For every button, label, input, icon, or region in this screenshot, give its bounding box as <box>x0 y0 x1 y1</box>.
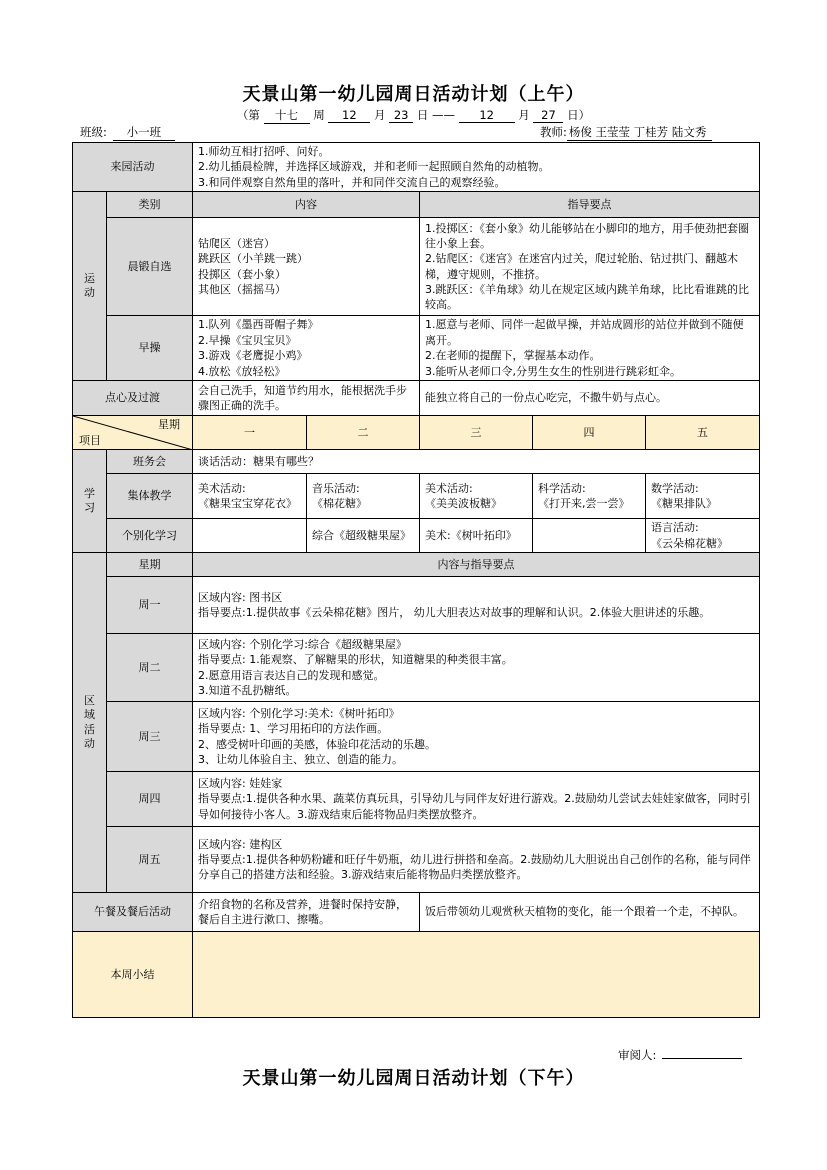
page-title-am: 天景山第一幼儿园周日活动计划（上午） <box>242 84 585 105</box>
area-row <box>73 634 760 702</box>
morning-exercise-content: 1.队列《墨西哥帽子舞》 2.早操《宝贝宝贝》 3.游戏《老鹰捉小鸡》 4.放松《放轻松》 <box>193 316 420 381</box>
group-teaching-cell: 音乐活动: 《棉花糖》 <box>307 474 420 519</box>
morning-free-row <box>73 218 760 316</box>
snack-left: 会自己洗手，知道节约用水，能根据洗手步骤图正确的洗手。 <box>193 381 420 416</box>
individual-learning-cell <box>533 519 646 553</box>
morning-exercise-row <box>73 316 760 381</box>
group-teaching-row <box>73 474 760 519</box>
snack-right: 能独立将自己的一份点心吃完，不撒牛奶与点心。 <box>420 381 760 416</box>
area-row <box>73 577 760 634</box>
day-header: 二 <box>307 416 420 450</box>
guide-header: 指导要点 <box>420 192 760 218</box>
activity-plan-table <box>72 142 760 1018</box>
content-header: 内容 <box>193 192 420 218</box>
start-month: 12 <box>328 108 370 123</box>
arrival-line: 1.师幼互相打招呼、问好。 <box>198 145 330 158</box>
day-header: 三 <box>420 416 533 450</box>
lunch-label: 午餐及餐后活动 <box>73 893 193 932</box>
snack-label: 点心及过渡 <box>73 381 193 416</box>
lunch-right: 饭后带领幼儿观赏秋天植物的变化，能一个跟着一个走，不掉队。 <box>420 893 760 932</box>
reviewer-label: 审阅人: <box>618 1048 657 1062</box>
area-day-label: 周三 <box>107 702 193 772</box>
start-day: 23 <box>389 108 413 123</box>
end-suffix: 日） <box>567 108 591 122</box>
month-char: 月 <box>374 108 386 122</box>
page-title-pm: 天景山第一幼儿园周日活动计划（下午） <box>242 1068 585 1089</box>
area-day-label: 周一 <box>107 577 193 634</box>
month-char-2: 月 <box>518 108 530 122</box>
end-day: 27 <box>533 108 563 123</box>
individual-learning-label: 个别化学习 <box>107 519 193 553</box>
individual-learning-cell: 美术:《树叶拓印》 <box>420 519 533 553</box>
morning-free-guide: 1.投掷区：《套小象》幼儿能够站在小脚印的地方，用手使劲把套圈往小象上套。 2.钻爬区：《迷宫》在迷宫内过关，爬过轮胎、钻过拱门、翻越木梯，遵守规则，不推挤。 3.跳跃区：《羊角球》幼儿在规定区域内跳羊角球，比比看谁跳的比较高。 <box>420 218 760 316</box>
teacher-value: 杨俊 王莹莹 丁桂芳 陆文秀 <box>567 124 712 141</box>
weekday-diagonal-cell <box>73 416 193 450</box>
lunch-row <box>73 893 760 932</box>
area-content-header: 内容与指导要点 <box>193 553 760 577</box>
individual-learning-cell: 语言活动: 《云朵棉花糖》 <box>646 519 760 553</box>
week-suffix: 周 <box>313 108 325 122</box>
area-day-content: 区域内容: 个别化学习:美术:《树叶拓印》 指导要点: 1、学习用拓印的方法作画。 2、感受树叶印画的美感，体验印花活动的乐趣。 3、让幼儿体验自主、独立、创造的能力。 <box>193 702 760 772</box>
exercise-header-row <box>73 192 760 218</box>
arrival-row <box>73 143 760 192</box>
weekday-corner-label: 星期 <box>158 418 180 432</box>
area-day-content: 区域内容: 个别化学习:综合《超级糖果屋》 指导要点: 1.能观察、了解糖果的形状，知道糖果的种类很丰富。 2.愿意用语言表达自己的发现和感觉。 3.知道不乱扔糖纸。 <box>193 634 760 702</box>
summary-content <box>193 932 760 1018</box>
area-day-content: 区域内容: 娃娃家 指导要点:1.提供各种水果、蔬菜仿真玩具，引导幼儿与同伴友好进行游戏。2.鼓励幼儿尝试去娃娃家做客，同时引导如何接待小客人。3.游戏结束后能将物品归类摆放整齐。 <box>193 772 760 827</box>
class-info <box>80 124 175 141</box>
summary-row <box>73 932 760 1018</box>
area-day-content: 区域内容: 建构区 指导要点:1.提供各种奶粉罐和旺仔牛奶瓶，幼儿进行拼搭和垒高。2.鼓励幼儿大胆说出自己创作的名称，能与同伴分享自己的搭建方法和经验。3.游戏结束后能将物品归类摆放整齐。 <box>193 827 760 893</box>
group-teaching-label: 集体教学 <box>107 474 193 519</box>
weekday-header-row <box>73 416 760 450</box>
arrival-content <box>193 143 760 192</box>
area-header-row <box>73 553 760 577</box>
morning-free-label: 晨锻自选 <box>107 218 193 316</box>
arrival-line: 2.幼儿插晨检牌，并选择区域游戏，并和老师一起照顾自然角的动植物。 <box>198 160 550 174</box>
area-day-content: 区域内容: 图书区 指导要点:1.提供故事《云朵棉花糖》图片， 幼儿大胆表达对故事的理解和认识。2.体验大胆讲述的乐趣。 <box>193 577 760 634</box>
area-day-header: 星期 <box>107 553 193 577</box>
arrival-line: 3.和同伴观察自然角里的落叶，并和同伴交流自己的观察经验。 <box>198 175 506 189</box>
end-month: 12 <box>459 108 515 123</box>
class-affairs-label: 班务会 <box>107 450 193 474</box>
individual-learning-cell <box>193 519 307 553</box>
area-day-label: 周四 <box>107 772 193 827</box>
group-teaching-cell: 美术活动: 《美美波板糖》 <box>420 474 533 519</box>
area-row <box>73 772 760 827</box>
teacher-label: 教师: <box>540 125 567 139</box>
study-section-label: 学习 <box>73 450 107 553</box>
area-section-label: 区域活动 <box>73 553 107 893</box>
exercise-section-label: 运动 <box>73 192 107 381</box>
week-prefix: （第 <box>236 108 260 122</box>
date-dash: —— <box>431 108 455 122</box>
teacher-info <box>540 124 712 141</box>
area-row <box>73 702 760 772</box>
group-teaching-cell: 美术活动: 《糖果宝宝穿花衣》 <box>193 474 307 519</box>
category-header: 类别 <box>107 192 193 218</box>
summary-label: 本周小结 <box>73 932 193 1018</box>
group-teaching-cell: 数学活动: 《糖果排队》 <box>646 474 760 519</box>
item-corner-label: 项目 <box>79 433 101 447</box>
group-teaching-cell: 科学活动: 《打开来,尝一尝》 <box>533 474 646 519</box>
individual-learning-row <box>73 519 760 553</box>
date-range <box>0 107 827 124</box>
reviewer-line <box>618 1046 742 1063</box>
class-value: 小一班 <box>113 124 175 141</box>
day-header: 一 <box>193 416 307 450</box>
class-affairs-row <box>73 450 760 474</box>
day-header: 四 <box>533 416 646 450</box>
morning-exercise-guide: 1.愿意与老师、同伴一起做早操，并站成圆形的站位并做到不随便离开。 2.在老师的提醒下，掌握基本动作。 3.能听从老师口令,分男生女生的性别进行跳彩虹伞。 <box>420 316 760 381</box>
morning-free-content: 钻爬区（迷宫） 跳跃区（小羊跳一跳） 投掷区（套小象） 其他区（摇摇马） <box>193 218 420 316</box>
week-number: 十七 <box>264 107 310 124</box>
class-label: 班级: <box>80 125 107 139</box>
day-char: 日 <box>416 108 429 122</box>
lunch-left: 介绍食物的名称及营养，进餐时保持安静，餐后自主进行漱口、擦嘴。 <box>193 893 420 932</box>
day-header: 五 <box>646 416 760 450</box>
arrival-label: 来园活动 <box>73 143 193 192</box>
snack-row <box>73 381 760 416</box>
area-day-label: 周五 <box>107 827 193 893</box>
area-day-label: 周二 <box>107 634 193 702</box>
class-affairs-content: 谈话活动：糖果有哪些？ <box>193 450 760 474</box>
area-row <box>73 827 760 893</box>
reviewer-signature-field <box>662 1046 742 1059</box>
morning-exercise-label: 早操 <box>107 316 193 381</box>
individual-learning-cell: 综合《超级糖果屋》 <box>307 519 420 553</box>
